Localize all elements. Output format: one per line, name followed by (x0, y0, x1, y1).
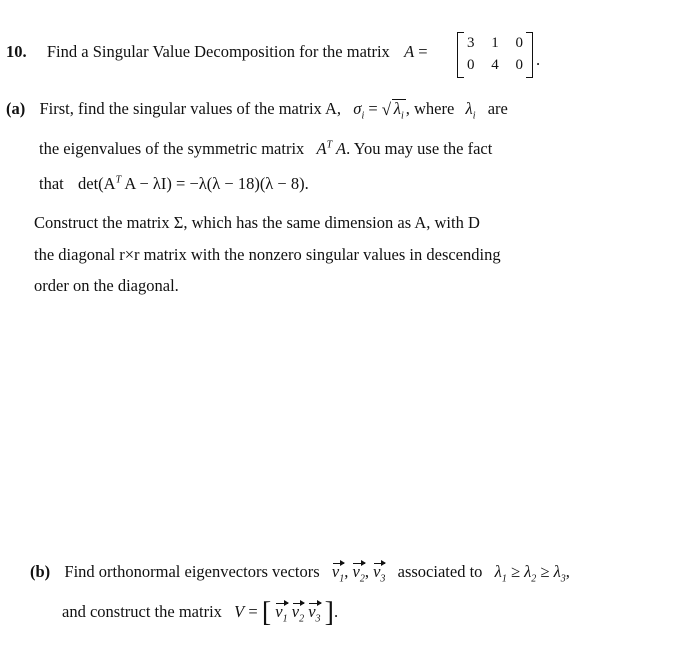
matrix-v-name: V (234, 602, 245, 621)
problem-number: 10. (6, 42, 27, 61)
right-bracket: ] (324, 597, 334, 628)
matrix-name: A (404, 42, 415, 61)
problem-header: 10. Find a Singular Value Decomposition for the matrix A = (6, 42, 428, 61)
matrix-v-col-3: $v_3$ (308, 602, 321, 625)
part-a-line-2 (39, 139, 492, 159)
part-b-line-2: and construct the matrix V = [ $v_1$ $v_2$ $v_3$ ]. (62, 597, 339, 628)
vector-v1: $v_1$ (331, 562, 345, 585)
det-formula: $\det(A^T$ A − λI) = −λ(λ − 18)(λ − 8). (78, 174, 309, 193)
left-bracket: [ (261, 597, 272, 628)
are-text: are (487, 99, 508, 118)
part-b-text-2: and construct the matrix (62, 602, 222, 621)
part-a-text-4: Construct the matrix Σ, which has the same dimension as A, with D (34, 213, 480, 232)
a-transpose-a: $A^T$ A (316, 139, 347, 158)
that-text: that (39, 174, 64, 193)
part-a-line-5 (34, 245, 501, 265)
part-a-label: (a) (6, 99, 26, 118)
part-a-text-2-tail: . You may use the fact (346, 139, 493, 158)
sqrt-lambda: √ $\lambda_i$ (381, 99, 404, 122)
matrix-cell: 3 (467, 35, 475, 51)
sqrt-radicand: λ (393, 99, 401, 118)
part-a-line-1: (a) First, find the singular values of the matrix A, $\sigma_i$ = √ $\lambda_i$ , where $\lambda_i$ are (6, 99, 508, 122)
matrix-cell: 4 (491, 57, 499, 73)
matrix-v-col-2: $v_2$ (291, 602, 305, 625)
matrix-cell: 0 (515, 57, 523, 73)
part-b-line-1: (b) Find orthonormal eigenvectors vectors $v_1$, $v_2$, $v_3$ associated to $\lambda_1 \ge \lambda_2 \ge \lambda_3$, (30, 562, 570, 585)
sigma-equals: = (368, 99, 378, 118)
lambda-symbol: λ (465, 99, 473, 118)
matrix-cell: 1 (491, 35, 499, 51)
vector-v3: $v_3$ (373, 562, 386, 585)
part-a-text-2: the eigenvalues of the symmetric matrix (39, 139, 305, 158)
part-a-line-3 (39, 174, 309, 194)
part-a-text-6: order on the diagonal. (34, 276, 179, 295)
matrix-row-2 (467, 55, 523, 75)
matrix-a (457, 32, 533, 78)
assoc-text: associated to (397, 562, 483, 581)
part-b-label: (b) (30, 562, 51, 581)
part-a-line-4 (34, 213, 480, 233)
matrix-v-col-1: $v_1$ (275, 602, 288, 625)
matrix-cell: 0 (467, 57, 475, 73)
matrix-cell: 0 (515, 35, 523, 51)
vector-v2: $v_2$ (352, 562, 365, 585)
problem-statement: Find a Singular Value Decomposition for the matrix (46, 42, 390, 61)
part-a-text-1: First, find the singular values of the matrix A, (39, 99, 342, 118)
matrix-period: . (536, 50, 541, 69)
where-text: , where (405, 99, 455, 118)
part-b-text-1: Find orthonormal eigenvectors vectors (64, 562, 320, 581)
sigma-symbol: σ (353, 99, 362, 118)
part-a-line-6 (34, 276, 179, 296)
lambda-order: $\lambda_1 \ge \lambda_2 \ge \lambda_3$ (494, 562, 566, 585)
matrix-row-1 (467, 33, 523, 53)
part-a-text-5: the diagonal r×r matrix with the nonzero singular values in descending (34, 245, 501, 264)
